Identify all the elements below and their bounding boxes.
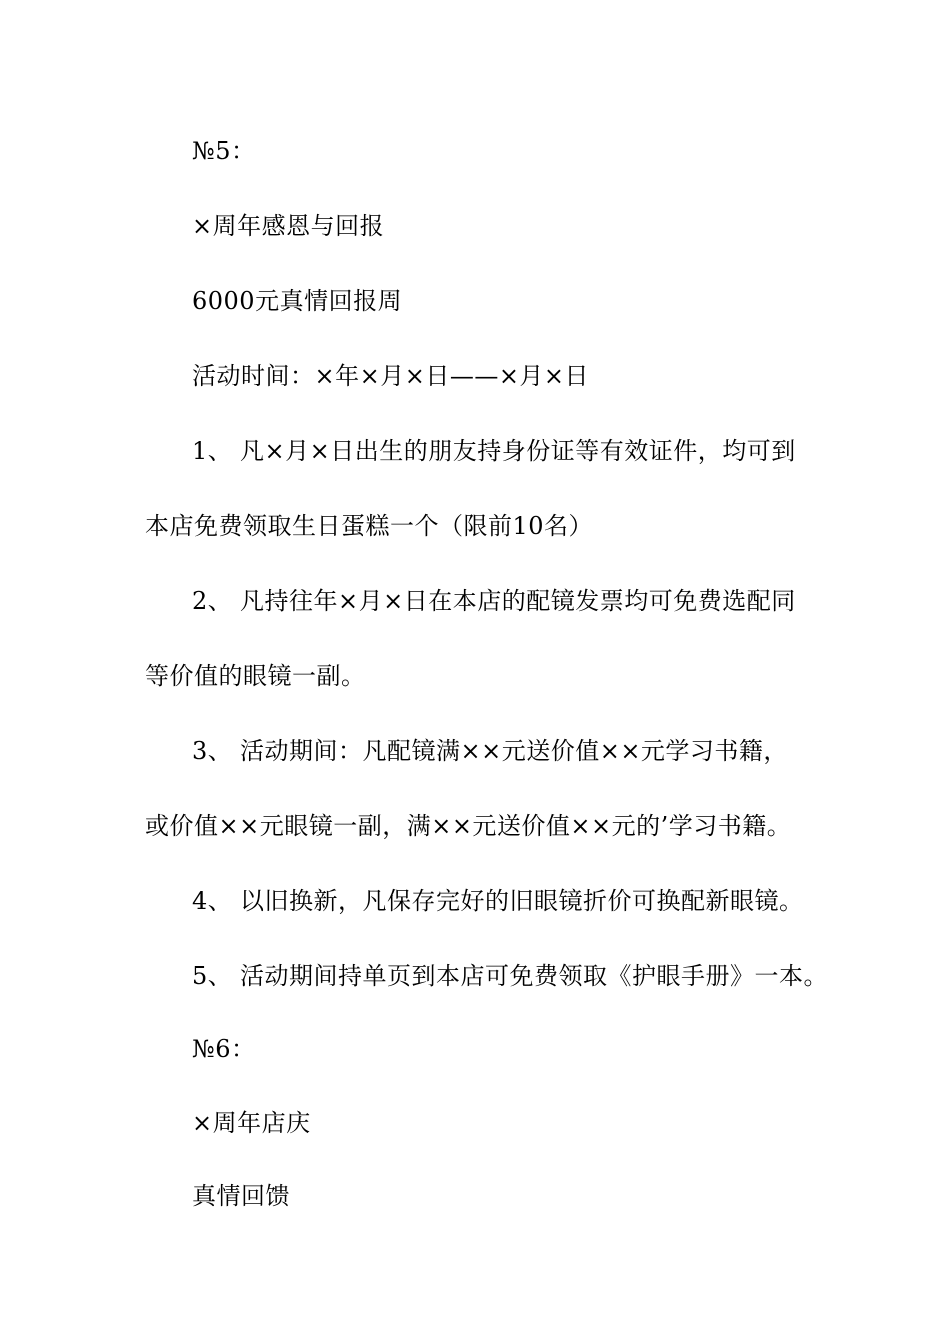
list-item-4 bbox=[0, 886, 950, 916]
list-number: 2、 bbox=[192, 587, 233, 615]
list-item-1-continued: 本店免费领取生日蛋糕一个（限前10名） bbox=[145, 512, 594, 540]
event-time: 活动时间：×年×月×日——×月×日 bbox=[192, 362, 590, 390]
list-number: 5、 bbox=[192, 962, 233, 990]
event-title-2: ×周年店庆 bbox=[192, 1109, 311, 1137]
list-item-3-continued: 或价值××元眼镜一副，满××元送价值××元的’学习书籍。 bbox=[145, 812, 792, 840]
list-item-2-continued: 等价值的眼镜一副。 bbox=[145, 662, 366, 690]
list-number: 4、 bbox=[192, 887, 233, 915]
list-item-1 bbox=[0, 436, 950, 466]
list-text: 活动期间：凡配镜满××元送价值××元学习书籍， bbox=[240, 737, 788, 765]
list-text: 活动期间持单页到本店可免费领取《护眼手册》一本。 bbox=[240, 962, 828, 990]
list-number: 3、 bbox=[192, 737, 233, 765]
section-heading-5: №5： bbox=[192, 137, 256, 165]
event-subtitle-2: 真情回馈 bbox=[192, 1182, 290, 1210]
list-item-3 bbox=[0, 736, 950, 766]
event-subtitle: 6000元真情回报周 bbox=[192, 287, 403, 315]
event-title: ×周年感恩与回报 bbox=[192, 212, 385, 240]
list-item-2 bbox=[0, 586, 950, 616]
list-number: 1、 bbox=[192, 437, 233, 465]
section-heading-6: №6： bbox=[192, 1035, 256, 1063]
list-text: 凡持往年×月×日在本店的配镜发票均可免费选配同 bbox=[240, 587, 796, 615]
list-item-5 bbox=[0, 961, 950, 991]
list-text: 凡×月×日出生的朋友持身份证等有效证件，均可到 bbox=[240, 437, 796, 465]
list-text: 以旧换新，凡保存完好的旧眼镜折价可换配新眼镜。 bbox=[240, 887, 804, 915]
